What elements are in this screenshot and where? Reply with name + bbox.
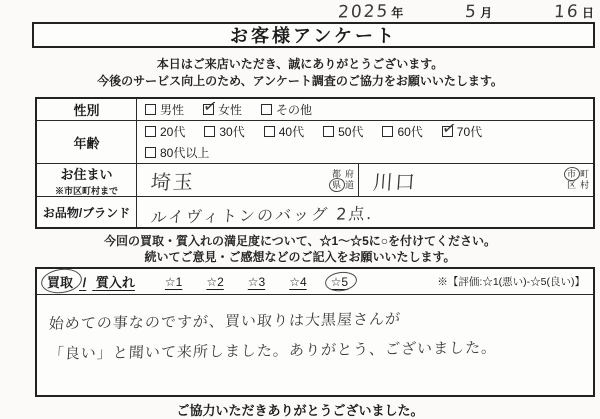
checkbox-icon — [323, 126, 334, 137]
residence-label — [37, 164, 137, 196]
checkbox-label: 男性 — [160, 103, 185, 117]
age-options — [137, 121, 593, 163]
item-label-text: お品物/ブランド — [42, 205, 131, 220]
item-content — [137, 197, 593, 227]
checkbox-icon — [204, 126, 215, 137]
checkbox-50s — [323, 123, 363, 140]
checkbox-icon — [264, 126, 275, 137]
age-options-row2 — [137, 142, 593, 163]
date-day — [554, 2, 594, 22]
item-label — [37, 197, 137, 227]
suffix-ku: 区 — [566, 180, 576, 190]
comment-line1: 始めての事なのですが、買い取りは大黒屋さんが — [48, 309, 402, 333]
gender-label — [37, 99, 137, 120]
checkbox-label: 80代以上 — [160, 146, 210, 160]
residence-row — [37, 163, 593, 196]
date-day-value: 16 — [553, 1, 581, 23]
suffix-do: 道 — [344, 180, 354, 190]
date-year-unit: 年 — [391, 6, 404, 20]
rating-header — [37, 269, 593, 295]
city-suffix — [567, 169, 589, 191]
suffix-fu: 府 — [344, 169, 354, 179]
star-1: ☆1 — [164, 274, 183, 289]
star-scale — [165, 275, 348, 289]
checkbox-40s — [264, 123, 304, 140]
checkbox-label: 20代 — [160, 125, 186, 139]
date-day-unit: 日 — [581, 6, 594, 20]
suffix-son: 村 — [579, 180, 589, 190]
greeting-line2: 今後のサービス向上のため、アンケート調査のご協力をお願いいたします。 — [97, 74, 503, 88]
item-value: ルイヴィトンのバッグ 2点. — [149, 203, 375, 227]
suffix-to: 都 — [331, 169, 341, 179]
checkbox-icon — [382, 126, 393, 137]
residence-label-text: お住まい — [60, 166, 113, 182]
rating-scale-note: ※【評価:☆1(悪い)-☆5(良い)】 — [437, 276, 585, 288]
city-suffix-row2 — [567, 180, 589, 191]
star-2: ☆2 — [206, 274, 224, 289]
date-month-value: 5 — [464, 1, 479, 23]
checkbox-20s — [145, 123, 185, 140]
checkbox-80s-plus — [145, 144, 209, 161]
profile-table — [35, 97, 595, 229]
page-title: お客様アンケート — [230, 26, 397, 46]
comment-line2: 「良い」と聞いて来所しました。ありがとう、ございました。 — [48, 338, 498, 363]
prefecture-field — [137, 164, 359, 196]
comment-area — [37, 295, 593, 365]
date-month-unit: 月 — [480, 6, 493, 20]
type-separator: / — [82, 275, 87, 290]
prefecture-value: 埼玉 — [150, 169, 196, 194]
checkbox-70s — [442, 123, 482, 140]
item-row — [37, 196, 593, 227]
checkbox-label: 70代 — [456, 125, 483, 139]
checkbox-icon — [442, 126, 453, 137]
checkbox-label: 60代 — [397, 125, 423, 139]
checkbox-label: 女性 — [218, 103, 243, 117]
checkbox-label: その他 — [276, 103, 313, 117]
residence-content — [137, 164, 593, 196]
date-line — [338, 2, 594, 22]
gender-options — [137, 99, 593, 120]
gender-row — [37, 99, 593, 120]
checkbox-other — [261, 101, 312, 118]
age-options-row1 — [137, 121, 593, 142]
transaction-type — [47, 272, 141, 291]
title-box — [32, 22, 595, 48]
age-row — [37, 120, 593, 163]
checkbox-female — [203, 101, 242, 118]
suffix-ken-circled: 県 — [331, 180, 341, 190]
date-month — [465, 2, 492, 22]
checkbox-label: 50代 — [338, 125, 364, 139]
date-year-value: 2025 — [337, 1, 391, 23]
checkbox-label: 30代 — [219, 125, 245, 139]
checkbox-icon — [203, 104, 214, 115]
checkbox-30s — [204, 123, 244, 140]
type-kaitori: 買取 — [47, 272, 73, 291]
star-4: ☆4 — [289, 274, 307, 289]
age-label — [37, 121, 137, 163]
footer-thanks: ご協力いただきありがとうございました。 — [176, 403, 424, 418]
star-5: ☆5 — [330, 274, 349, 289]
checkbox-icon — [145, 104, 156, 115]
suffix-shi-circled: 市 — [566, 169, 576, 179]
checkbox-icon — [145, 126, 156, 137]
instructions — [0, 233, 600, 265]
date-year — [338, 2, 403, 22]
gender-label-text: 性別 — [73, 103, 100, 118]
greeting-line1: 本日はご来店いただき、誠にありがとうございます。 — [156, 57, 444, 71]
type-shichiire: 質入れ — [95, 275, 135, 290]
greeting — [0, 56, 600, 90]
city-field — [359, 164, 593, 196]
checkbox-icon — [261, 104, 272, 115]
prefecture-suffix-row2 — [332, 180, 354, 191]
checkbox-60s — [382, 123, 422, 140]
city-value: 川口 — [372, 169, 418, 194]
rating-comment-box — [35, 267, 595, 397]
checkbox-male — [145, 101, 184, 118]
instructions-line1: 今回の買取・質入れの満足度について、☆1～☆5に○を付けてください。 — [103, 234, 497, 248]
age-label-text: 年齢 — [73, 135, 100, 151]
checkbox-icon — [145, 147, 156, 158]
city-suffix-row1 — [567, 169, 589, 180]
instructions-line2: 続いてご意見・ご感想などのご記入をお願いいたします。 — [144, 250, 456, 264]
prefecture-suffix — [332, 169, 354, 191]
checkbox-label: 40代 — [278, 125, 305, 139]
star-3: ☆3 — [247, 274, 266, 289]
suffix-cho: 町 — [579, 169, 589, 179]
gender-options-row — [137, 99, 593, 120]
residence-sublabel: ※市区町村まで — [54, 185, 118, 196]
